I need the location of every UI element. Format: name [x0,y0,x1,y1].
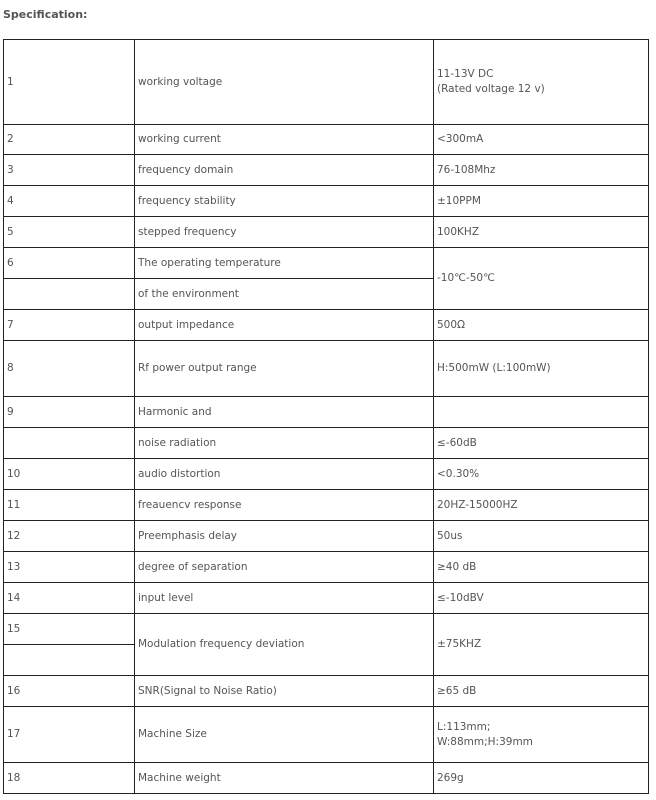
spec-value: ±75KHZ [434,614,649,676]
row-number-empty [4,279,135,310]
table-row [4,310,649,341]
spec-item: SNR(Signal to Noise Ratio) [135,676,434,707]
spec-item: output impedance [135,310,434,341]
spec-item: Preemphasis delay [135,521,434,552]
spec-value [434,40,649,125]
spec-item: The operating temperature [135,248,434,279]
table-row [4,583,649,614]
spec-value: ≥40 dB [434,552,649,583]
row-number: 2 [4,125,135,155]
spec-item: Rf power output range [135,341,434,397]
spec-value-line: 11-13V DC [437,68,494,80]
row-number: 8 [4,341,135,397]
row-number: 18 [4,763,135,794]
spec-item: audio distortion [135,459,434,490]
spec-item: degree of separation [135,552,434,583]
row-number: 11 [4,490,135,521]
row-number: 9 [4,397,135,428]
spec-value: 76-108Mhz [434,155,649,186]
table-row [4,186,649,217]
table-row [4,248,649,279]
row-number-empty [4,428,135,459]
spec-value: ≤-10dBV [434,583,649,614]
row-number: 13 [4,552,135,583]
spec-value: ±10PPM [434,186,649,217]
spec-item: freauencv response [135,490,434,521]
spec-value: <0.30% [434,459,649,490]
spec-item: working current [135,125,434,155]
row-number-empty [4,645,135,676]
table-row [4,490,649,521]
spec-item: frequency stability [135,186,434,217]
table-row [4,676,649,707]
table-row [4,341,649,397]
table-row [4,40,649,125]
specification-table [3,39,649,794]
spec-value: ≥65 dB [434,676,649,707]
row-number: 15 [4,614,135,645]
spec-item: frequency domain [135,155,434,186]
spec-item: Machine weight [135,763,434,794]
table-row [4,707,649,763]
spec-value-line: W:88mm;H:39mm [437,735,533,748]
spec-item: input level [135,583,434,614]
spec-item: stepped frequency [135,217,434,248]
spec-value: -10℃-50℃ [434,248,649,310]
spec-value [434,707,649,763]
spec-value: ≤-60dB [434,428,649,459]
spec-item: working voltage [135,40,434,125]
row-number: 5 [4,217,135,248]
row-number: 6 [4,248,135,279]
row-number: 10 [4,459,135,490]
row-number: 17 [4,707,135,763]
spec-value: 500Ω [434,310,649,341]
spec-value: 20HZ-15000HZ [434,490,649,521]
spec-value: 50us [434,521,649,552]
spec-value-line: L:113mm; [437,720,491,733]
table-row [4,397,649,428]
spec-value: 269g [434,763,649,794]
row-number: 12 [4,521,135,552]
row-number: 7 [4,310,135,341]
row-number: 4 [4,186,135,217]
table-row [4,552,649,583]
page-title: Specification: [3,8,88,21]
table-row [4,459,649,490]
spec-item: noise radiation [135,428,434,459]
row-number: 1 [4,40,135,125]
spec-value: 100KHZ [434,217,649,248]
row-number: 14 [4,583,135,614]
spec-item: Harmonic and [135,397,434,428]
table-row [4,763,649,794]
spec-item: Modulation frequency deviation [135,614,434,676]
table-row [4,155,649,186]
spec-item: of the environment [135,279,434,310]
table-row [4,217,649,248]
table-row [4,521,649,552]
table-row [4,125,649,155]
spec-item: Machine Size [135,707,434,763]
spec-value: H:500mW (L:100mW) [434,341,649,397]
row-number: 3 [4,155,135,186]
row-number: 16 [4,676,135,707]
spec-value-line: (Rated voltage 12 v) [437,83,545,95]
spec-value: <300mA [434,125,649,155]
spec-value-empty [434,397,649,428]
table-row [4,428,649,459]
table-row [4,614,649,645]
